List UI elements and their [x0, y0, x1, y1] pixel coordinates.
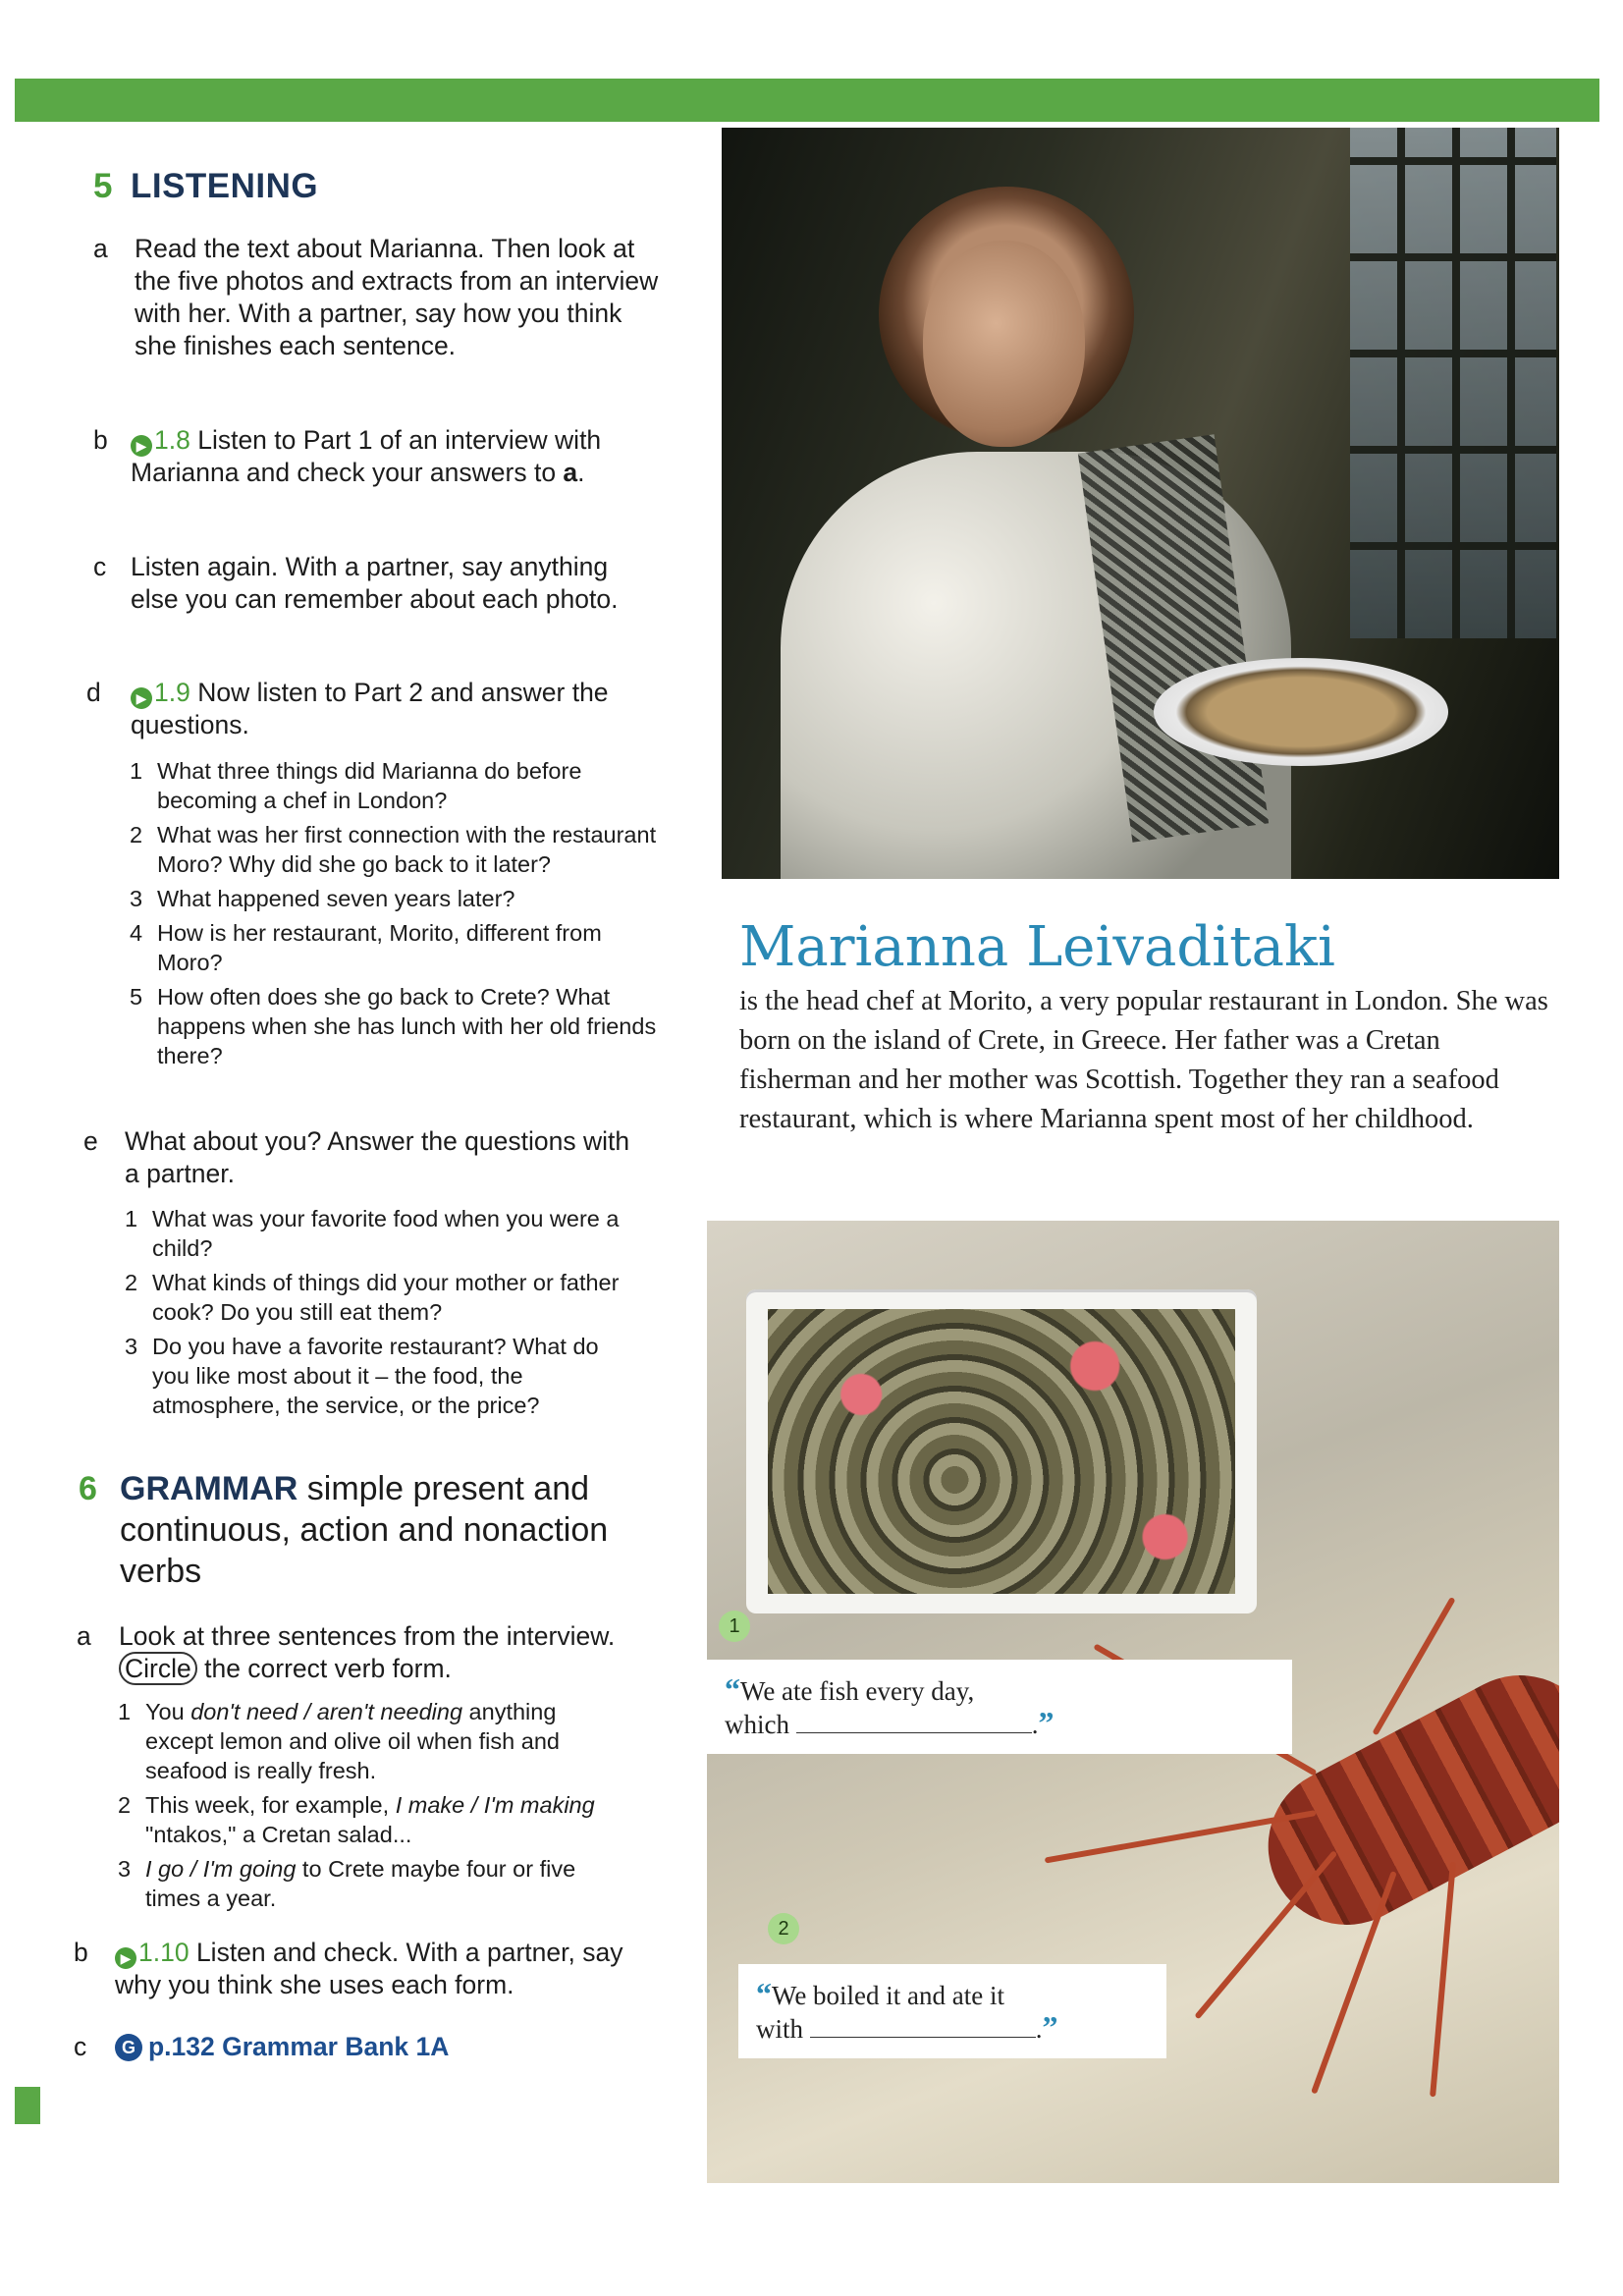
audio-track[interactable]: ▶ 1.9 — [131, 678, 190, 707]
exercise-text: ▶ 1.8 Listen to Part 1 of an interview with Marianna and check your answers to a. — [131, 425, 602, 487]
photo-number-badge: 1 — [719, 1611, 750, 1642]
page-edge-marker — [15, 2087, 40, 2124]
section-number: 6 — [79, 1470, 97, 1507]
question-item: 3 What happened seven years later? — [130, 886, 515, 911]
window-decoration — [1350, 128, 1556, 638]
question-item: 1 What three things did Marianna do before becoming a chef in London? — [130, 758, 582, 813]
profile-bio: is the head chef at Morito, a very popular restaurant in London. She was born on the island of Crete, in Greece. Her father was a Cretan fisherman and her mother was Scottish. Together they ran a seafood restaurant, which is where Marianna spent most of her childhood. — [739, 986, 1548, 1134]
exercise-letter: c — [74, 2032, 87, 2061]
exercise-letter: e — [83, 1126, 98, 1156]
circled-word: Circle — [119, 1652, 197, 1685]
photo-number-badge: 2 — [768, 1913, 799, 1944]
caption-1: “We ate fish every day, which .” — [707, 1660, 1292, 1754]
caption-2: “We boiled it and ate it with .” — [738, 1964, 1166, 2058]
top-green-bar — [15, 79, 1599, 122]
speaker-icon: ▶ — [131, 687, 152, 709]
exercise-text: Listen again. With a partner, say anything else you can remember about each photo. — [131, 552, 619, 614]
grammar-bank-link[interactable]: G p.132 Grammar Bank 1A — [115, 2031, 665, 2063]
sentence-item: 3 I go / I'm going to Crete maybe four or five times a year. — [118, 1856, 576, 1911]
lobster-leg — [1430, 1862, 1456, 2098]
exercise-letter: b — [74, 1938, 88, 1967]
fish-pile — [768, 1309, 1235, 1594]
chef-face — [923, 241, 1085, 447]
questions-5e — [125, 1204, 635, 1425]
question-item: 2 What kinds of things did your mother or father cook? Do you still eat them? — [125, 1270, 620, 1325]
profile-name: Marianna Leivaditaki — [739, 915, 1335, 979]
exercise-letter: a — [93, 234, 108, 263]
exercise-text: ▶ 1.10 Listen and check. With a partner, say why you think she uses each form. — [115, 1938, 623, 1999]
section-title: GRAMMAR — [120, 1470, 298, 1507]
section-5-heading — [93, 167, 318, 206]
exercise-text: What about you? Answer the questions with a partner. — [125, 1126, 630, 1188]
exercise-letter: c — [93, 552, 107, 581]
speaker-icon: ▶ — [115, 1947, 136, 1969]
exercise-letter: b — [93, 425, 108, 455]
answer-blank[interactable] — [810, 2017, 1036, 2038]
grammar-bank-icon: G — [115, 2034, 142, 2061]
audio-track[interactable]: ▶ 1.10 — [115, 1938, 189, 1967]
exercise-text: Look at three sentences from the interview. Circle the correct verb form. — [119, 1621, 616, 1683]
speaker-icon: ▶ — [131, 435, 152, 457]
section-title: LISTENING — [130, 167, 319, 205]
section-number: 5 — [93, 167, 113, 205]
question-item: 2 What was her first connection with the restaurant Moro? Why did she go back to it later? — [130, 822, 657, 877]
sentence-item: 1 You don't need / aren't needing anything except lemon and olive oil when fish and seafood is really fresh. — [118, 1699, 560, 1783]
sentences-6a — [118, 1697, 628, 1918]
question-item: 5 How often does she go back to Crete? What happens when she has lunch with her old friends there? — [130, 984, 657, 1068]
answer-blank[interactable] — [796, 1713, 1032, 1733]
seafood-plate — [1154, 658, 1448, 766]
lobster-leg — [1194, 1850, 1337, 2019]
exercise-letter: d — [86, 678, 101, 707]
question-item: 3 Do you have a favorite restaurant? What do you like most about it – the food, the atmosphere, the service, or the price? — [125, 1334, 599, 1418]
question-item: 4 How is her restaurant, Morito, different from Moro? — [130, 920, 602, 975]
sentence-item: 2 This week, for example, I make / I'm making "ntakos," a Cretan salad... — [118, 1792, 595, 1847]
fish-crate — [746, 1289, 1257, 1613]
questions-5d — [130, 756, 660, 1075]
audio-track[interactable]: ▶ 1.8 — [131, 425, 190, 455]
exercise-text: Read the text about Marianna. Then look at the five photos and extracts from an interview with her. With a partner, say how you think she finishes each sentence. — [135, 234, 659, 360]
chef-photo — [722, 128, 1559, 879]
exercise-text: ▶ 1.9 Now listen to Part 2 and answer the questions. — [131, 678, 609, 739]
exercise-letter: a — [77, 1621, 91, 1651]
question-item: 1 What was your favorite food when you were a child? — [125, 1206, 620, 1261]
section-6-heading — [79, 1468, 628, 1592]
section-subtitle: simple present and continuous, action and nonaction verbs — [120, 1470, 609, 1590]
